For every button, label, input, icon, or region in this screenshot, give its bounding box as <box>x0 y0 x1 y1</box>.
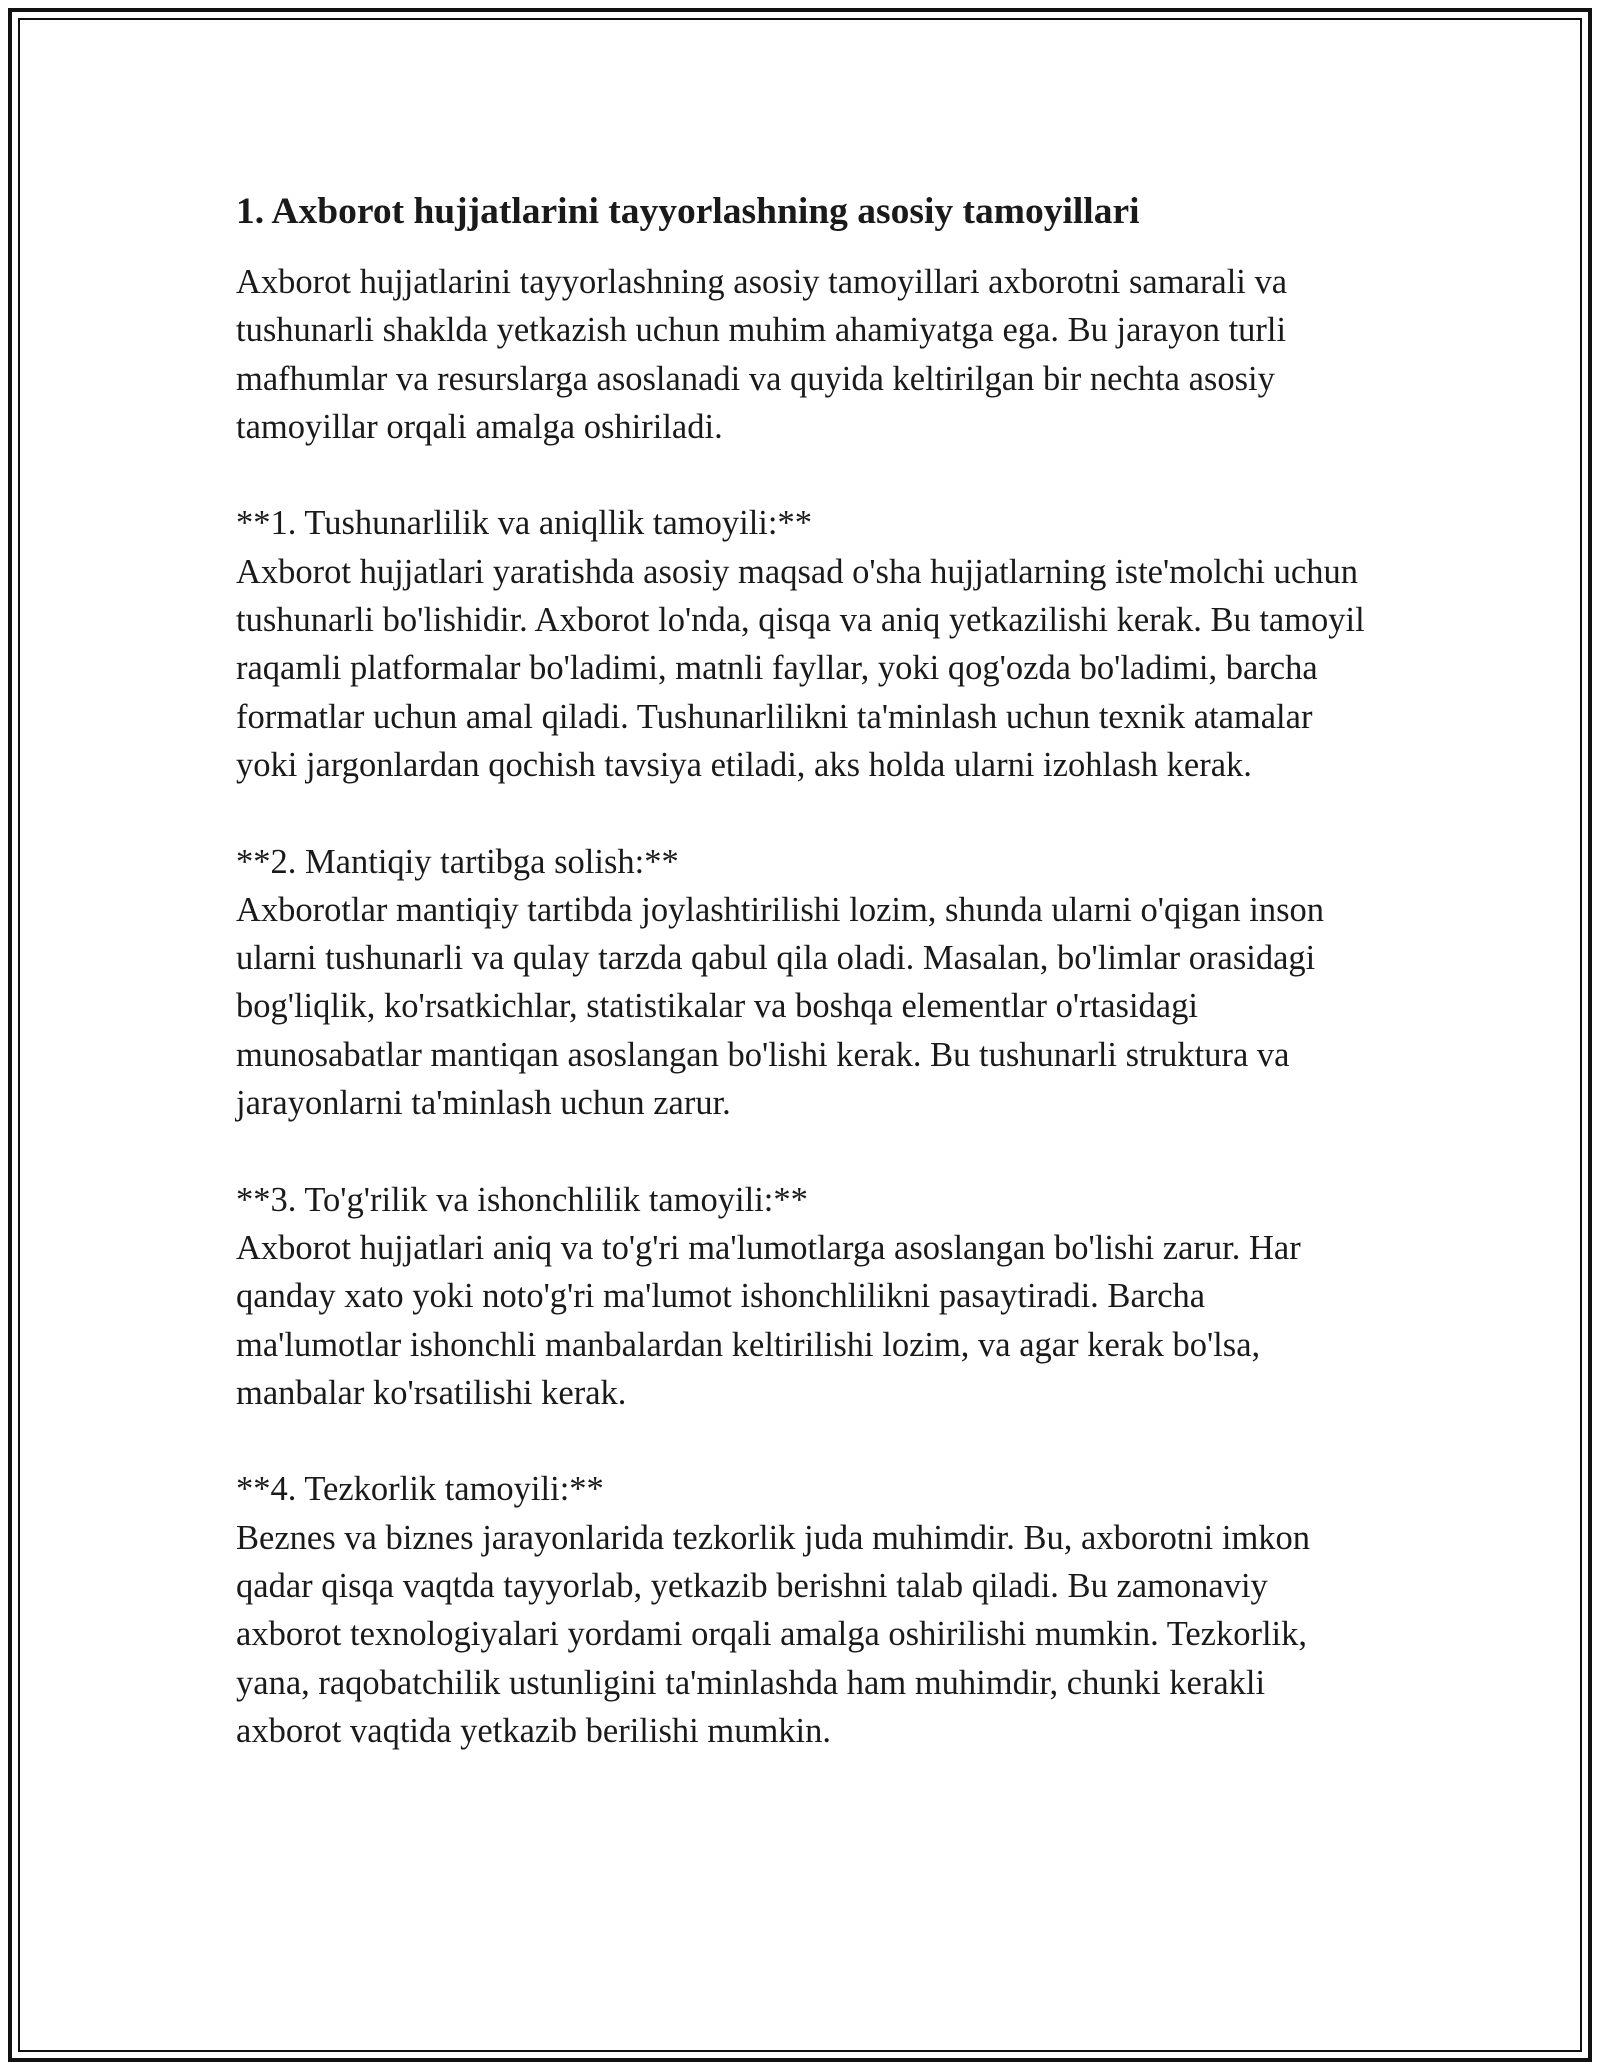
section-2-body: Axborotlar mantiqiy tartibda joylashtirilishi lozim, shunda ularni o'qigan inson ularni tushunarli va qulay tarzda qabul qila oladi. Masalan, bo'limlar orasidagi bog'liqlik, ko'rsatkichlar, statistikalar va boshqa elementlar o'rtasidagi munosabatlar mantiqan asoslangan bo'lishi kerak. Bu tushunarli struktura va jarayonlarni ta'minlash uchun zarur. <box>236 890 1325 1123</box>
document-title: 1. Axborot hujjatlarini tayyorlashning asosiy tamoyillari <box>236 191 1140 232</box>
section-1-body: Axborot hujjatlari yaratishda asosiy maqsad o'sha hujjatlarning iste'molchi uchun tushunarli bo'lishidir. Axborot lo'nda, qisqa va aniq yetkazilishi kerak. Bu tamoyil raqamli platformalar bo'ladimi, matnli fayllar, yoki qog'ozda bo'ladimi, barcha formatlar uchun amal qiladi. Tushunarlilikni ta'minlash uchun texnik atamalar yoki jargonlardan qochish tavsiya etiladi, aks holda ularni izohlash kerak. <box>236 552 1365 784</box>
intro-paragraph: Axborot hujjatlarini tayyorlashning asosiy tamoyillari axborotni samarali va tushunarli shaklda yetkazish uchun muhim ahamiyatga ega. Bu jarayon turli mafhumlar va resurslarga asoslanadi va quyida keltirilgan bir nechta asosiy tamoyillar orqali amalga oshiriladi. <box>236 263 1288 446</box>
document-body <box>236 188 1376 1755</box>
section-1 <box>236 499 1376 789</box>
section-2 <box>236 838 1376 1128</box>
section-2-heading: **2. Mantiqiy tartibga solish:** <box>236 842 679 881</box>
section-3-heading: **3. To'g'rilik va ishonchlilik tamoyili:** <box>236 1180 808 1219</box>
section-4-body: Beznes va biznes jarayonlarida tezkorlik juda muhimdir. Bu, axborotni imkon qadar qisqa vaqtda tayyorlab, yetkazib berishni talab qiladi. Bu zamonaviy axborot texnologiyalari yordami orqali amalga oshirilishi mumkin. Tezkorlik, yana, raqobatchilik ustunligini ta'minlashda ham muhimdir, chunki kerakli axborot vaqtida yetkazib berilishi mumkin. <box>236 1518 1311 1750</box>
section-3-body: Axborot hujjatlari aniq va to'g'ri ma'lumotlarga asoslangan bo'lishi zarur. Har qanday xato yoki noto'g'ri ma'lumot ishonchlilikni pasaytiradi. Barcha ma'lumotlar ishonchli manbalardan keltirilishi lozim, va agar kerak bo'lsa, manbalar ko'rsatilishi kerak. <box>236 1228 1301 1412</box>
section-4-heading: **4. Tezkorlik tamoyili:** <box>236 1470 604 1509</box>
section-4 <box>236 1465 1376 1755</box>
section-1-heading: **1. Tushunarlilik va aniqllik tamoyili:** <box>236 504 812 543</box>
section-3 <box>236 1176 1376 1417</box>
